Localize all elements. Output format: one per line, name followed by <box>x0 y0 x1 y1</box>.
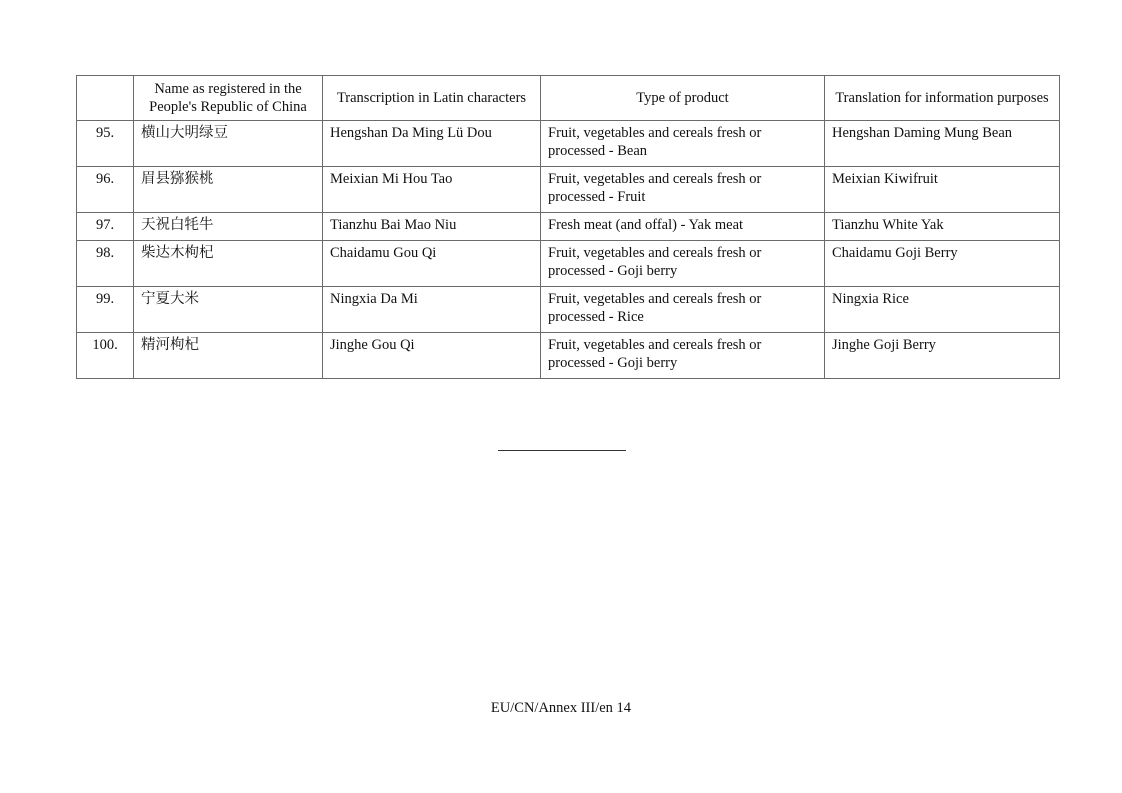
translation: Jinghe Goji Berry <box>825 333 1060 379</box>
table-header <box>77 76 1060 121</box>
header-name-registered: Name as registered in the People's Republic of China <box>134 76 323 121</box>
end-of-annex-separator-line <box>498 450 626 451</box>
transcription: Jinghe Gou Qi <box>323 333 541 379</box>
product-type: Fruit, vegetables and cereals fresh or processed - Fruit <box>541 167 825 213</box>
registered-name: 眉县猕猴桃 <box>134 167 323 213</box>
transcription: Hengshan Da Ming Lü Dou <box>323 121 541 167</box>
translation: Chaidamu Goji Berry <box>825 241 1060 287</box>
registered-name: 天祝白牦牛 <box>134 213 323 241</box>
registered-name: 宁夏大米 <box>134 287 323 333</box>
transcription: Chaidamu Gou Qi <box>323 241 541 287</box>
table-row <box>77 287 1060 333</box>
table-row <box>77 167 1060 213</box>
registered-name: 精河枸杞 <box>134 333 323 379</box>
product-type: Fruit, vegetables and cereals fresh or processed - Bean <box>541 121 825 167</box>
header-translation: Translation for information purposes <box>825 76 1060 121</box>
product-type: Fresh meat (and offal) - Yak meat <box>541 213 825 241</box>
table-body <box>77 121 1060 379</box>
row-number: 98. <box>77 241 134 287</box>
header-product-type: Type of product <box>541 76 825 121</box>
row-number: 99. <box>77 287 134 333</box>
row-number: 95. <box>77 121 134 167</box>
translation: Hengshan Daming Mung Bean <box>825 121 1060 167</box>
table-row <box>77 333 1060 379</box>
translation: Meixian Kiwifruit <box>825 167 1060 213</box>
registered-name: 横山大明绿豆 <box>134 121 323 167</box>
translation: Ningxia Rice <box>825 287 1060 333</box>
table-row <box>77 241 1060 287</box>
row-number: 100. <box>77 333 134 379</box>
product-type: Fruit, vegetables and cereals fresh or processed - Goji berry <box>541 333 825 379</box>
transcription: Tianzhu Bai Mao Niu <box>323 213 541 241</box>
row-number: 96. <box>77 167 134 213</box>
translation: Tianzhu White Yak <box>825 213 1060 241</box>
row-number: 97. <box>77 213 134 241</box>
product-type: Fruit, vegetables and cereals fresh or processed - Rice <box>541 287 825 333</box>
product-type: Fruit, vegetables and cereals fresh or processed - Goji berry <box>541 241 825 287</box>
transcription: Ningxia Da Mi <box>323 287 541 333</box>
transcription: Meixian Mi Hou Tao <box>323 167 541 213</box>
header-number <box>77 76 134 121</box>
page-footer-reference: EU/CN/Annex III/en 14 <box>490 700 632 716</box>
geographical-indications-table <box>76 75 1060 379</box>
table-row <box>77 121 1060 167</box>
registered-name: 柴达木枸杞 <box>134 241 323 287</box>
header-row <box>77 76 1060 121</box>
header-transcription: Transcription in Latin characters <box>323 76 541 121</box>
table-row <box>77 213 1060 241</box>
